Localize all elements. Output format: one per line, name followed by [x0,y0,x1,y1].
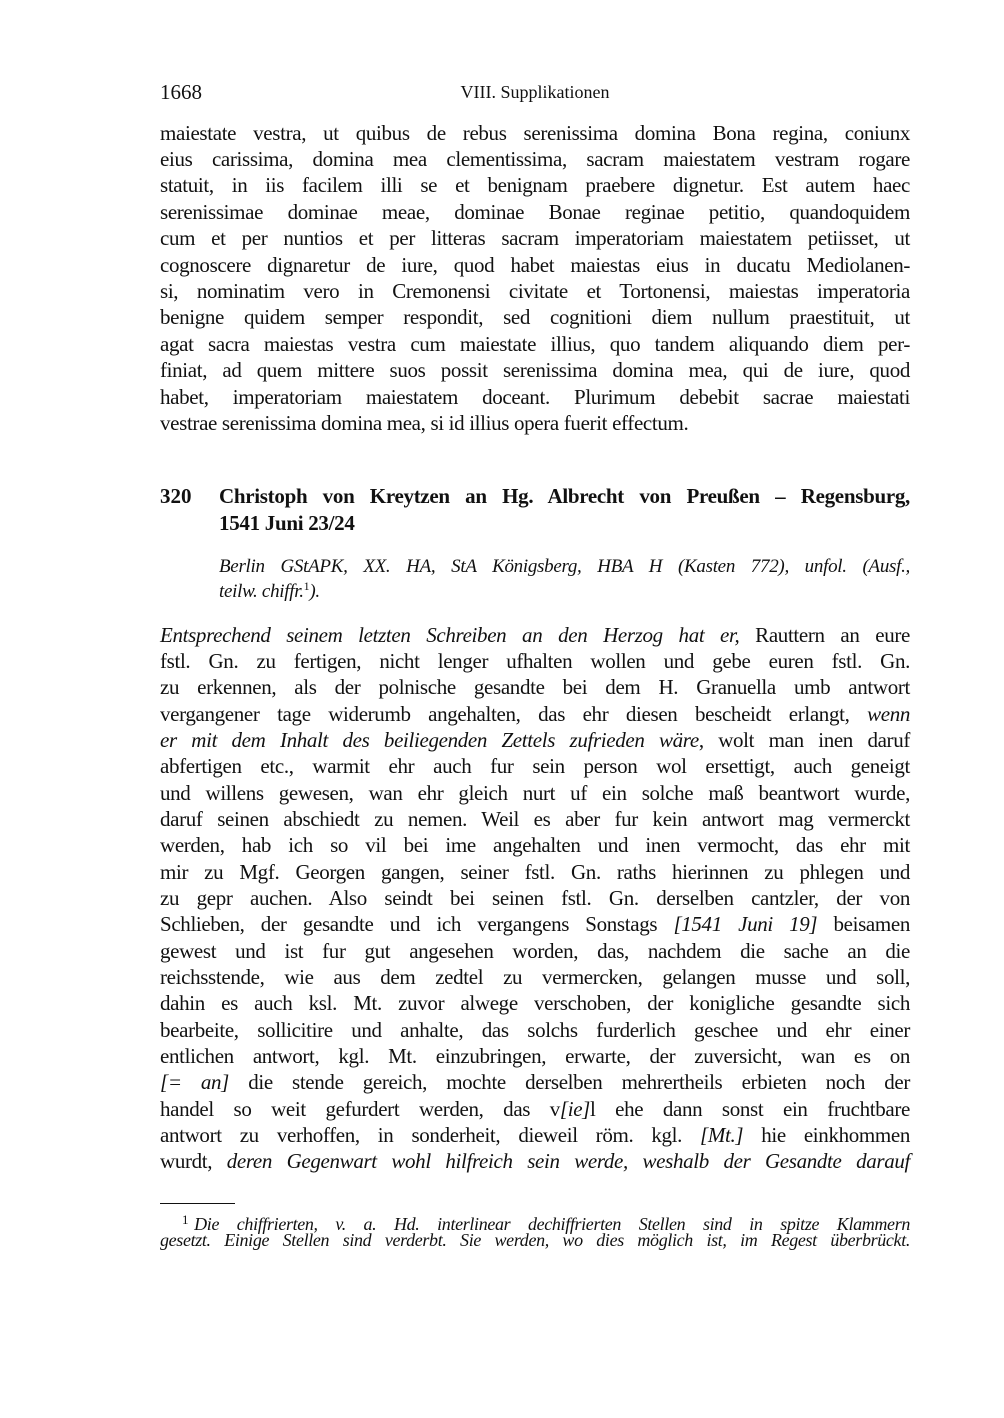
entry-title-line: Christoph von Kreytzen an Hg. Albrecht von Preußen – Regensburg, [219,484,910,508]
text-line: cum et per nuntios et per litteras sacram imperatoriam maiestatem petiisset, ut [160,226,910,250]
text-line: gewest und ist fur gut angesehen worden, das, nachdem die sache an die [160,939,910,963]
text-line: fstl. Gn. zu fertigen, nicht lenger ufhalten wollen und gebe euren fstl. Gn. [160,649,910,673]
text-line: habet, imperatoriam maiestatem doceant. Plurimum debebit sacrae maiestati [160,385,910,409]
running-title: VIII. Supplikationen [460,82,610,102]
text-line: dahin es auch ksl. Mt. zuvor alwege verschoben, der konigliche gesandte sich [160,991,910,1015]
footnote-reference[interactable]: 1 [303,579,310,593]
text-line: antwort zu verhoffen, in sonderheit, dieweil röm. kgl. [Mt.] hie einkhommen [160,1123,910,1147]
footnote-line: gesetzt. Einige Stellen sind verderbt. Sie werden, wo dies möglich ist, im Regest überbrückt. [160,1230,910,1250]
source-line: teilw. chiffr.$^1$). [219,579,320,602]
text-line: benigne quidem semper respondit, sed cognitioni diem nullum praestituit, ut [160,305,910,329]
text-line: eius carissima, domina mea clementissima, sacram maiestatem vestram rogare [160,147,910,171]
text-line: abfertigen etc., warmit ehr auch fur sein person wol ersettigt, auch geneigt [160,754,910,778]
text-line: zu gepr auchen. Also seindt bei seinen fstl. Gn. derselben cantzler, der von [160,886,910,910]
entry-title-line: 1541 Juni 23/24 [219,511,355,535]
text-line: vergangener tage widerumb angehalten, das ehr diesen bescheidt erlangt, wenn [160,702,910,726]
entry-number: 320 [160,484,192,508]
text-line: handel so weit gefurdert werden, das v[ie]l ehe dann sonst ein fruchtbare [160,1097,910,1121]
text-line: maiestate vestra, ut quibus de rebus serenissima domina Bona regina, coniunx [160,121,910,145]
text-line: bearbeite, sollicitire und anhalte, das solchs furderlich geschee und ehr einer [160,1018,910,1042]
text-line: werden, hab ich so vil bei ime angehalten und inen vermocht, das ehr mit [160,833,910,857]
text-line: zu erkennen, als der polnische gesandte bei dem H. Granuella umb antwort [160,675,910,699]
text-line: wurdt, deren Gegenwart wohl hilfreich sein werde, weshalb der Gesandte darauf [160,1149,910,1173]
text-line: cognoscere dignaretur de iure, quod habet maiestas eius in ducatu Mediolanen- [160,253,910,277]
text-line: reichsstende, wie aus dem zedtel zu vermercken, gelangen musse und soll, [160,965,910,989]
text-line: agat sacra maiestas vestra cum maiestate illius, quo tandem aliquando diem per- [160,332,910,356]
text-line: und willens gewesen, wan ehr gleich nurt uf ein solche maß beantwort wurde, [160,781,910,805]
page-number: 1668 [160,80,202,104]
text-line: vestrae serenissima domina mea, si id illius opera fuerit effectum. [160,411,689,435]
text-line: er mit dem Inhalt des beiliegenden Zettels zufrieden wäre, wolt man inen daruf [160,728,910,752]
text-line: entlichen antwort, kgl. Mt. einzubringen, erwarte, der zuversicht, wan es on [160,1044,910,1068]
text-line: [= an] die stende gereich, mochte derselben mehrertheils erbieten noch der [160,1070,910,1094]
text-line: Schlieben, der gesandte und ich vergangens Sonstags [1541 Juni 19] beisamen [160,912,911,936]
page-header [160,80,910,106]
text-line: daruf seinen abschiedt zu nemen. Weil es aber fur kein antwort mag vermerckt [160,807,910,831]
footnote-marker: 1 [182,1212,189,1227]
text-line: serenissimae dominae meae, dominae Bonae reginae petitio, quandoquidem [160,200,910,224]
text-line: mir zu Mgf. Georgen gangen, seiner fstl. Gn. raths hierinnen zu phlegen und [160,860,910,884]
text-line: Entsprechend seinem letzten Schreiben an den Herzog hat er, Rauttern an eure [160,623,911,647]
footnote-line: $^1$ Die chiffrierten, v. a. Hd. interlinear dechiffrierten Stellen sind in spitze Klammern [182,1212,910,1234]
text-line: finiat, ad quem mittere suos possit serenissima domina mea, qui de iure, quod [160,358,910,382]
text-line: si, nominatim vero in Cremonensi civitate et Tortonensi, maiestas imperatoria [160,279,910,303]
footnote-separator [160,1203,235,1204]
source-line: Berlin GStAPK, XX. HA, StA Königsberg, HBA H (Kasten 772), unfol. (Ausf., [219,556,910,577]
text-line: statuit, in iis facilem illi se et benignam praebere dignetur. Est autem haec [160,173,910,197]
